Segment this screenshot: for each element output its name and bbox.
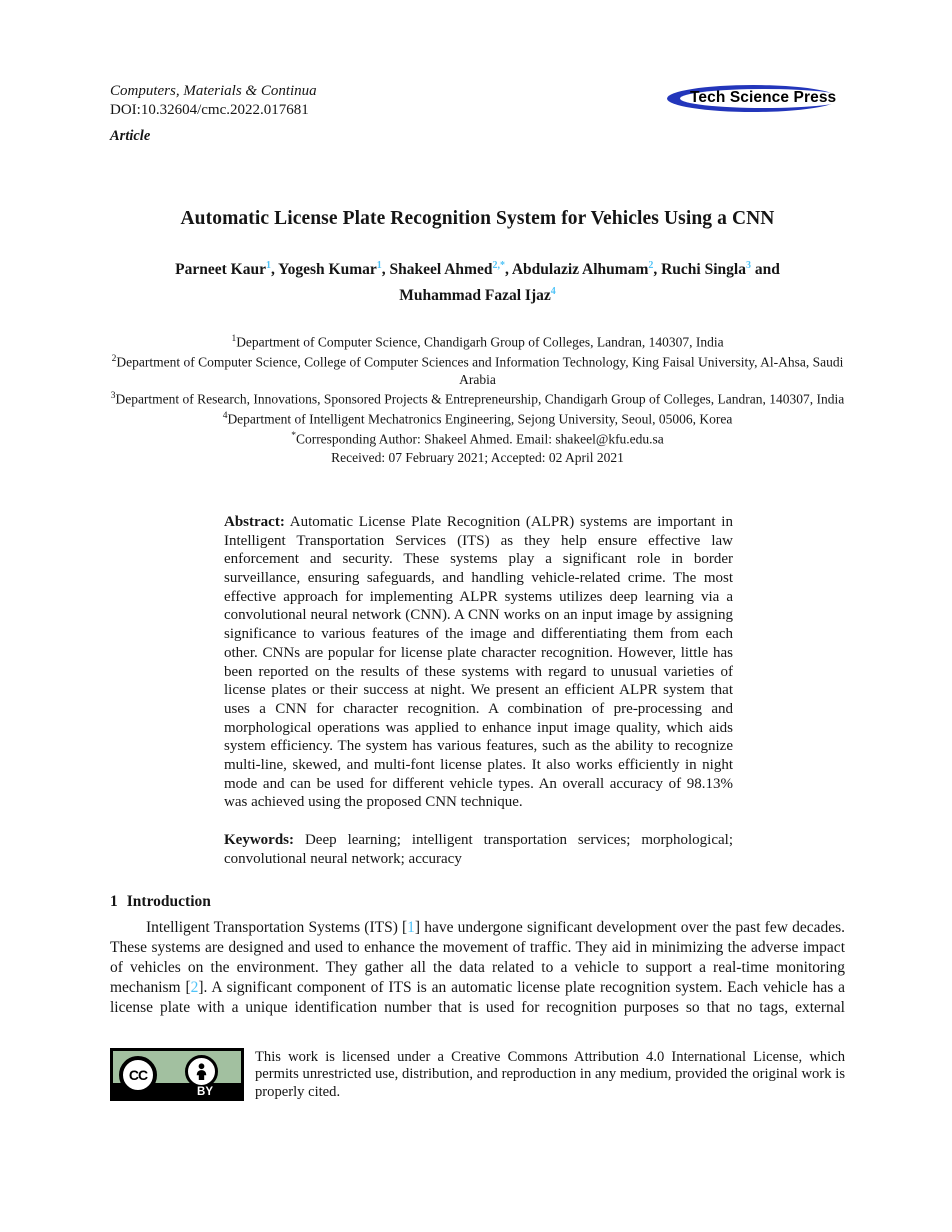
paper-title: Automatic License Plate Recognition System for Vehicles Using a CNN: [180, 208, 775, 229]
text-run: Intelligent Transportation Systems (ITS) [: [146, 918, 408, 936]
doi: DOI:10.32604/cmc.2022.017681: [110, 102, 309, 118]
authors-line: [110, 255, 845, 307]
affiliation-line: [110, 408, 845, 428]
abstract: [224, 513, 733, 812]
tech-science-press-logo: [667, 82, 845, 116]
affiliation-text: Department of Research, Innovations, Sponsored Projects & Entrepreneurship, Chandigarh Group of Colleges, Landran, 140307, India: [115, 391, 845, 407]
citation-link[interactable]: 1: [407, 918, 415, 936]
text-run: , Abdulaziz Alhumam: [504, 261, 649, 279]
received-accepted-dates: Received: 07 February 2021; Accepted: 02 April 2021: [331, 449, 624, 465]
by-label: BY: [197, 1085, 213, 1098]
text-run: ] have undergone significant development over the past few decades. These systems are designed and used to enhance the movement of traffic. They aid in minimizing the adverse impact of vehicles on the environment. They gather all the data related to a vehicle to support a real-time monitoring mechanism [: [110, 918, 845, 997]
affiliation-line: [110, 331, 845, 351]
cc-by-badge: [110, 1048, 244, 1101]
section-heading-introduction: [110, 893, 845, 911]
cc-logo-icon: CC: [119, 1056, 157, 1094]
text-run: , Shakeel Ahmed: [381, 261, 493, 279]
masthead-left: [110, 82, 317, 145]
author-superscript: 1: [376, 260, 382, 271]
affiliations-block: [110, 331, 845, 447]
citation-link[interactable]: 2: [190, 979, 199, 997]
affiliation-superscript: 3: [110, 391, 116, 402]
keywords-label: Keywords:: [224, 832, 294, 849]
abstract-label: Abstract:: [224, 513, 285, 530]
keywords-text: Deep learning; intelligent transportation services; morphological; convolutional neural network; accuracy: [224, 832, 733, 867]
text-run: , Yogesh Kumar: [270, 261, 377, 279]
affiliation-text: Corresponding Author: Shakeel Ahmed. Email: shakeel@kfu.edu.sa: [295, 431, 664, 447]
introduction-paragraph: [110, 918, 845, 1019]
masthead: [110, 82, 845, 145]
author-superscript: 1: [265, 260, 271, 271]
text-run: Parneet Kaur: [175, 261, 266, 279]
keywords: [224, 831, 733, 868]
affiliation-text: Department of Computer Science, Chandigarh Group of Colleges, Landran, 140307, India: [236, 334, 724, 350]
author-superscript: 3: [745, 260, 751, 271]
article-type-label: Article: [110, 128, 151, 144]
publisher-name: Tech Science Press: [690, 89, 837, 106]
author-superscript: 4: [550, 286, 556, 298]
affiliation-line: [110, 428, 845, 448]
author-superscript: 2: [648, 260, 654, 271]
journal-name: Computers, Materials & Continua: [110, 83, 317, 99]
author-superscript: 2,*: [492, 260, 505, 271]
affiliation-line: [110, 351, 845, 388]
license-text: This work is licensed under a Creative Commons Attribution 4.0 International License, which permits unrestricted use, distribution, and reproduction in any medium, provided the original work is properly cited.: [255, 1048, 845, 1100]
affiliation-superscript: *: [291, 430, 296, 441]
section-number: 1: [110, 892, 118, 910]
attribution-person-icon: [185, 1055, 218, 1088]
text-run: , Ruchi Singla: [653, 261, 746, 279]
license-footer: [110, 1048, 845, 1102]
abstract-text: Automatic License Plate Recognition (ALPR) systems are important in Intelligent Transportation Services (ITS) as they help ensure effective law enforcement and security. These systems play a significant role in border surveillance, ensuring safeguards, and handling vehicle-related crime. The most effective approach for implementing ALPR systems utilizes deep learning via a convolutional neural network (CNN). A CNN works on an input image by assigning significance to various features of the image and differentiating them from each other. CNNs are popular for license plate character recognition. However, little has been reported on the results of these systems with regard to unusual varieties of license plates or their success at night. We present an efficient ALPR system that uses a CNN for character recognition. A combination of pre-processing and morphological operations was applied to enhance input image quality, which aids system efficiency. The system has various features, such as the ability to recognize multi-line, skewed, and multi-font license plates. It also works efficiently in night mode and can be used for different vehicle types. An overall accuracy of 98.13% was achieved using the proposed CNN technique.: [224, 513, 733, 811]
affiliation-line: [110, 388, 845, 408]
section-title: Introduction: [126, 892, 211, 910]
affiliation-superscript: 1: [231, 334, 237, 345]
text-run: ]. A significant component of ITS is an automatic license plate recognition system. Each vehicle has a license plate with a unique identification number that is used for recognition purposes so that no tags, external: [110, 979, 845, 1017]
affiliation-text: Department of Computer Science, College of Computer Sciences and Information Technology, King Faisal University, Al-Ahsa, Saudi Arabia: [116, 354, 844, 387]
affiliation-superscript: 4: [222, 411, 228, 421]
affiliation-superscript: 2: [111, 354, 117, 365]
text-run: and Muhammad Fazal Ijaz: [399, 261, 780, 305]
affiliation-text: Department of Intelligent Mechatronics Engineering, Sejong University, Seoul, 05006, Korea: [227, 411, 733, 427]
